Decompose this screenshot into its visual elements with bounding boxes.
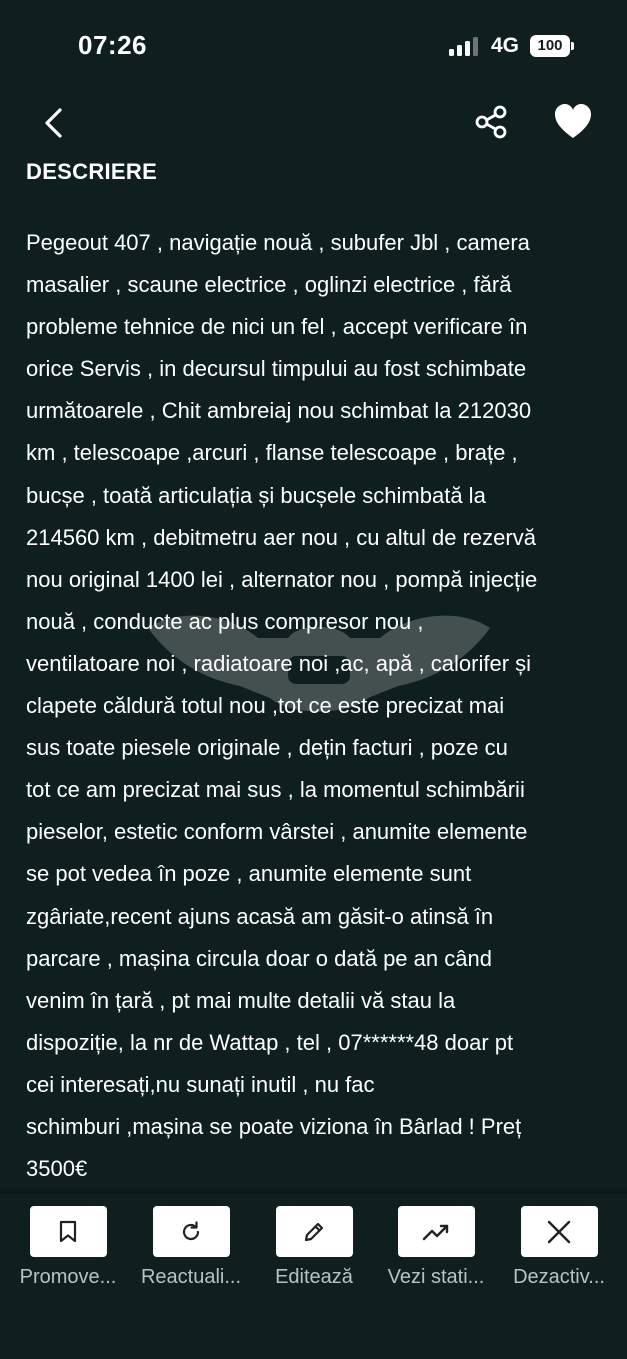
promote-label: Promove... — [19, 1266, 117, 1288]
signal-icon — [449, 36, 481, 56]
bookmark-icon — [57, 1220, 79, 1244]
statistics-button-box[interactable] — [398, 1206, 475, 1257]
statistics-button[interactable] — [376, 1206, 496, 1289]
statistics-label: Vezi stati... — [387, 1266, 485, 1288]
edit-button[interactable] — [254, 1206, 374, 1289]
refresh-icon — [179, 1220, 203, 1244]
refresh-button-box[interactable] — [153, 1206, 230, 1257]
network-type: 4G — [491, 34, 520, 57]
refresh-button[interactable] — [131, 1206, 251, 1289]
trending-up-icon — [422, 1221, 450, 1243]
deactivate-label: Dezactiv... — [513, 1266, 605, 1288]
share-icon[interactable] — [472, 103, 510, 141]
description-text: Pegeout 407 , navigație nouă , subufer Jbl , camera masalier , scaune electrice , oglinzi electrice , fără probleme tehnice de nici un fel , accept verificare în orice Servis , in decursul timpului au fost schimbate următoarele , Chit ambreiaj nou schimbat la 212030 km , telescoape ,arcuri , flanse telescoape , brațe , bucșe , toată articulația și bucșele schimbată la 214560 km , debitmetru aer nou , cu altul de rezervă nou original 1400 lei , alternator nou , pompă injecție nouă , conducte ac plus compresor nou , ventilatoare noi , radiatoare noi ,ac, apă , calorifer și clapete căldură totul nou ,tot ce este precizat mai sus toate piesele originale , dețin facturi , poze cu tot ce am precizat mai sus , la momentul schimbării pieselor, estetic conform vârstei , anumite elemente se pot vedea în poze , anumite elemente sunt zgâriate,recent ajuns acasă am găsit-o atinsă în parcare , mașina circula doar o dată pe an când venim în țară , pt mai multe detalii vă stau la dispoziție, la nr de Wattap , tel , 07******48 doar pt cei interesați,nu sunați inutil , nu fac schimburi ,mașina se poate viziona în Bârlad ! Preț 3500€ — [26, 230, 538, 1182]
close-icon — [546, 1219, 572, 1245]
nav-bar — [0, 95, 627, 150]
promote-button[interactable] — [8, 1206, 128, 1289]
section-title: DESCRIERE — [26, 159, 158, 184]
chevron-left-icon[interactable] — [34, 103, 74, 143]
bottom-toolbar — [0, 1194, 627, 1359]
battery-level: 100 — [530, 35, 570, 57]
pencil-icon — [302, 1220, 326, 1244]
edit-label: Editează — [275, 1266, 353, 1288]
refresh-label: Reactuali... — [140, 1266, 242, 1288]
promote-button-box[interactable] — [30, 1206, 107, 1257]
deactivate-button[interactable] — [499, 1206, 619, 1289]
heart-icon[interactable] — [553, 103, 593, 141]
battery-icon — [530, 35, 574, 57]
status-time: 07:26 — [78, 30, 147, 60]
edit-button-box[interactable] — [276, 1206, 353, 1257]
battery-tip — [571, 42, 574, 50]
status-bar — [0, 0, 627, 90]
deactivate-button-box[interactable] — [521, 1206, 598, 1257]
